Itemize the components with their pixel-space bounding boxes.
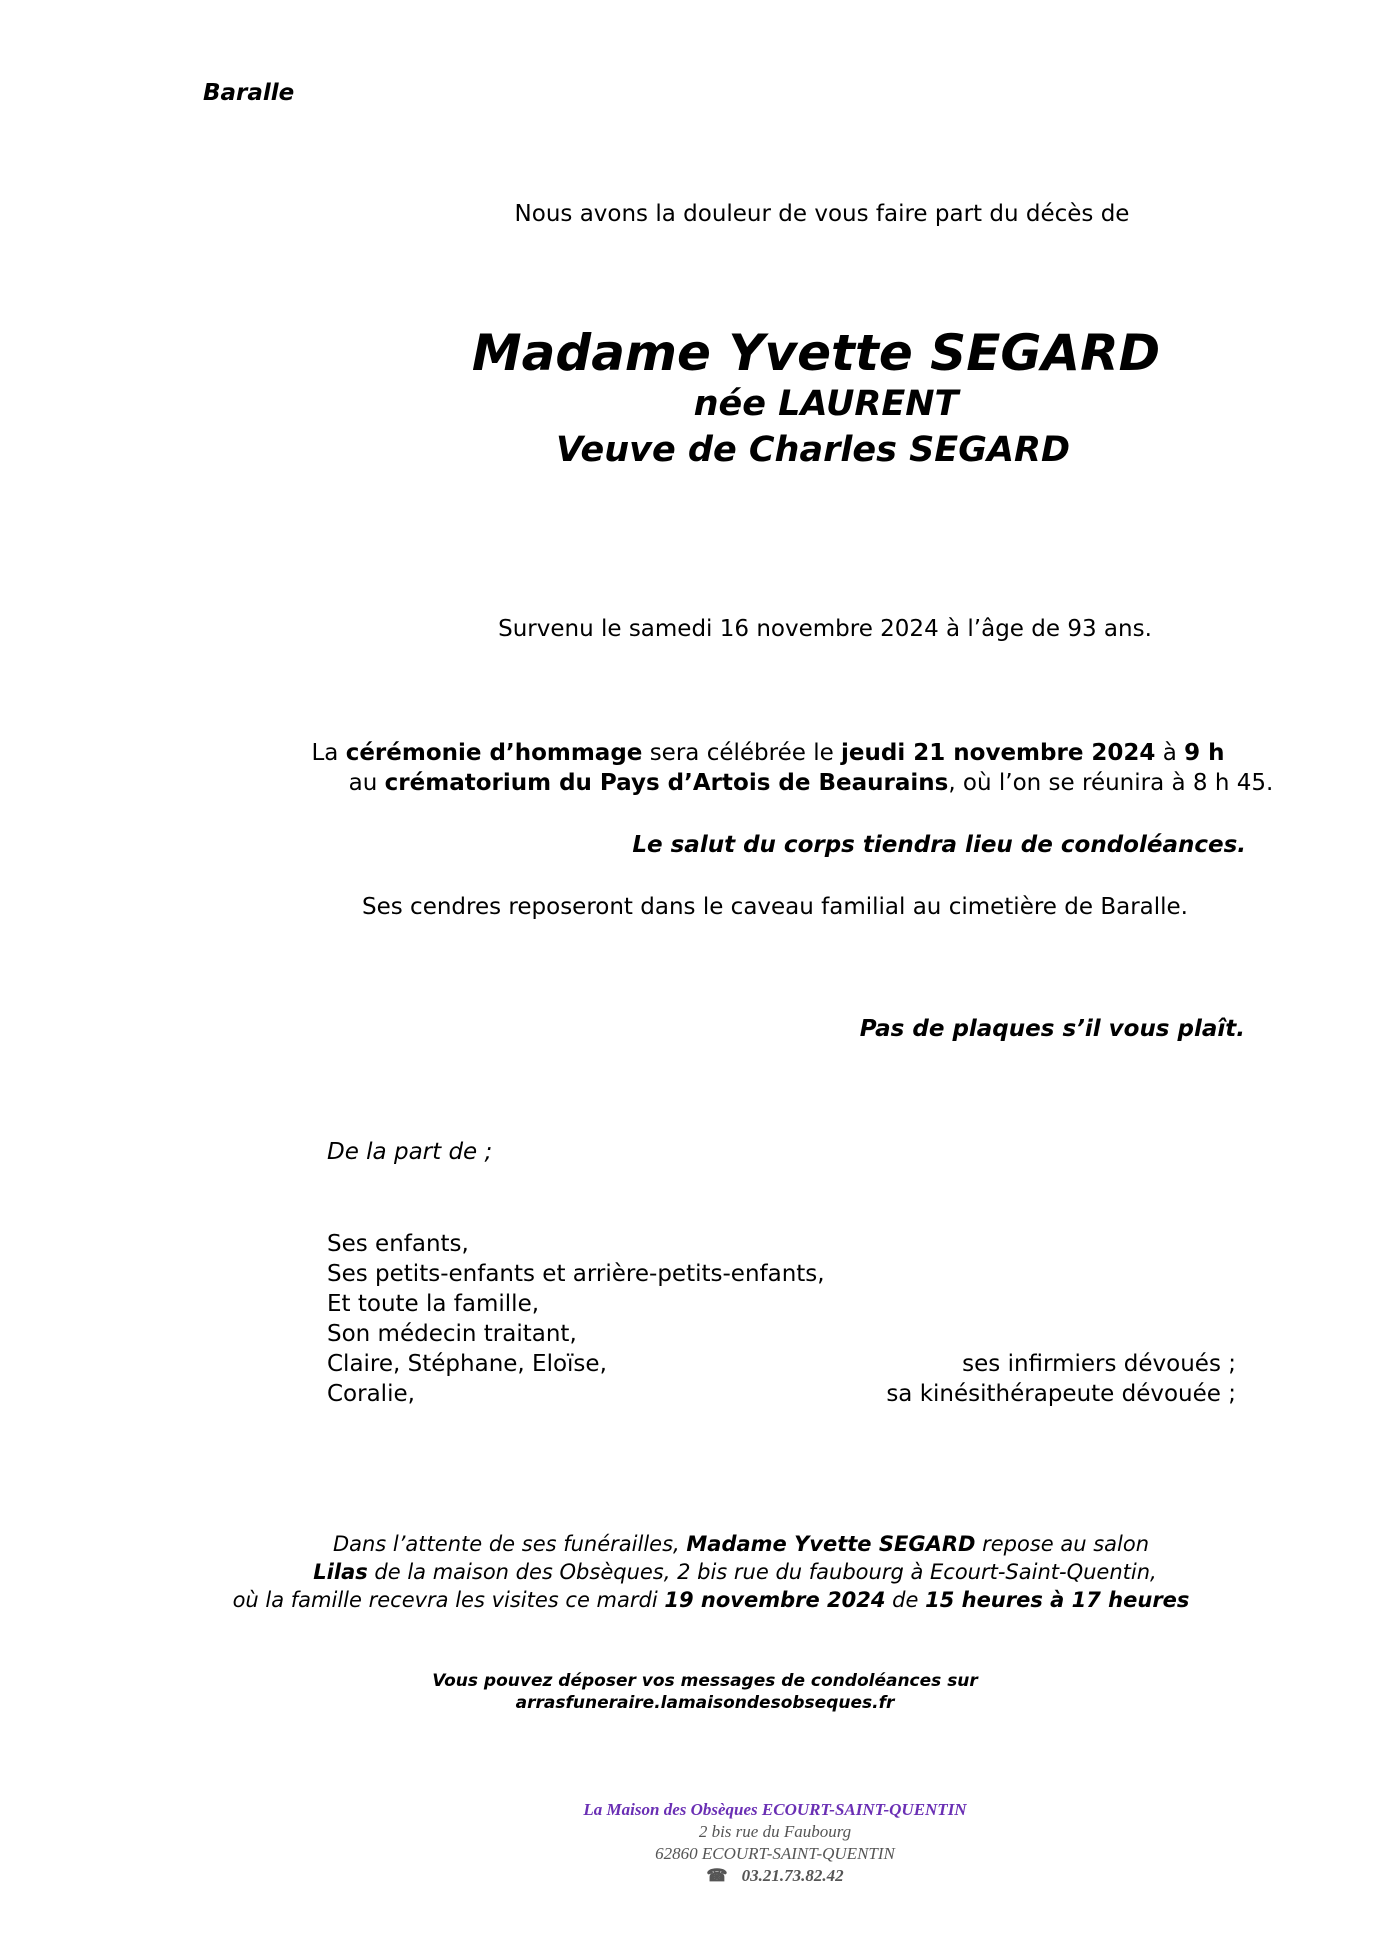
family-line: Coralie,: [327, 1381, 415, 1407]
death-date-line: Survenu le samedi 16 novembre 2024 à l’âge de 93 ans.: [498, 616, 1152, 642]
no-plaques-note: Pas de plaques s’il vous plaît.: [859, 1016, 1245, 1042]
visit-line-1: Dans l’attente de ses funérailles, Madame Yvette SEGARD repose au salon: [332, 1532, 1150, 1556]
phone-icon: ☎: [706, 1866, 728, 1885]
maiden-name: née LAURENT: [693, 384, 959, 424]
ceremony-line-1: La cérémonie d’hommage sera célébrée le jeudi 21 novembre 2024 à 9 h: [311, 740, 1225, 766]
footer-street: 2 bis rue du Faubourg: [698, 1822, 852, 1841]
family-line: Ses petits-enfants et arrière-petits-enfants,: [327, 1261, 825, 1287]
footer-company: La Maison des Obsèques ECOURT-SAINT-QUENTIN: [583, 1800, 967, 1819]
visit-line-2: Lilas de la maison des Obsèques, 2 bis rue du faubourg à Ecourt-Saint-Quentin,: [313, 1560, 1157, 1584]
footer-phone: ☎ 03.21.73.82.42: [706, 1866, 844, 1885]
family-role: ses infirmiers dévoués ;: [962, 1351, 1236, 1377]
family-line: Ses enfants,: [327, 1231, 469, 1257]
visit-line-3: où la famille recevra les visites ce mardi 19 novembre 2024 de 15 heures à 17 heures: [232, 1588, 1190, 1612]
footer-city: 62860 ECOURT-SAINT-QUENTIN: [655, 1844, 895, 1863]
ashes-note: Ses cendres reposeront dans le caveau familial au cimetière de Baralle.: [362, 894, 1188, 920]
location-label: Baralle: [203, 80, 295, 106]
online-url[interactable]: arrasfuneraire.lamaisondesobseques.fr: [515, 1693, 895, 1713]
family-line: Son médecin traitant,: [327, 1321, 577, 1347]
family-role: sa kinésithérapeute dévouée ;: [886, 1381, 1236, 1407]
family-line: Claire, Stéphane, Eloïse,: [327, 1351, 607, 1377]
ceremony-line-2: au crématorium du Pays d’Artois de Beaurains, où l’on se réunira à 8 h 45.: [348, 770, 1274, 796]
salut-note: Le salut du corps tiendra lieu de condoléances.: [632, 832, 1246, 858]
deceased-name: Madame Yvette SEGARD: [471, 324, 1161, 382]
online-line-1: Vous pouvez déposer vos messages de condoléances sur: [432, 1671, 978, 1691]
family-line: Et toute la famille,: [327, 1291, 540, 1317]
widow-of: Veuve de Charles SEGARD: [555, 430, 1071, 470]
from-label: De la part de ;: [327, 1139, 493, 1165]
intro-text: Nous avons la douleur de vous faire part du décès de: [514, 201, 1130, 227]
